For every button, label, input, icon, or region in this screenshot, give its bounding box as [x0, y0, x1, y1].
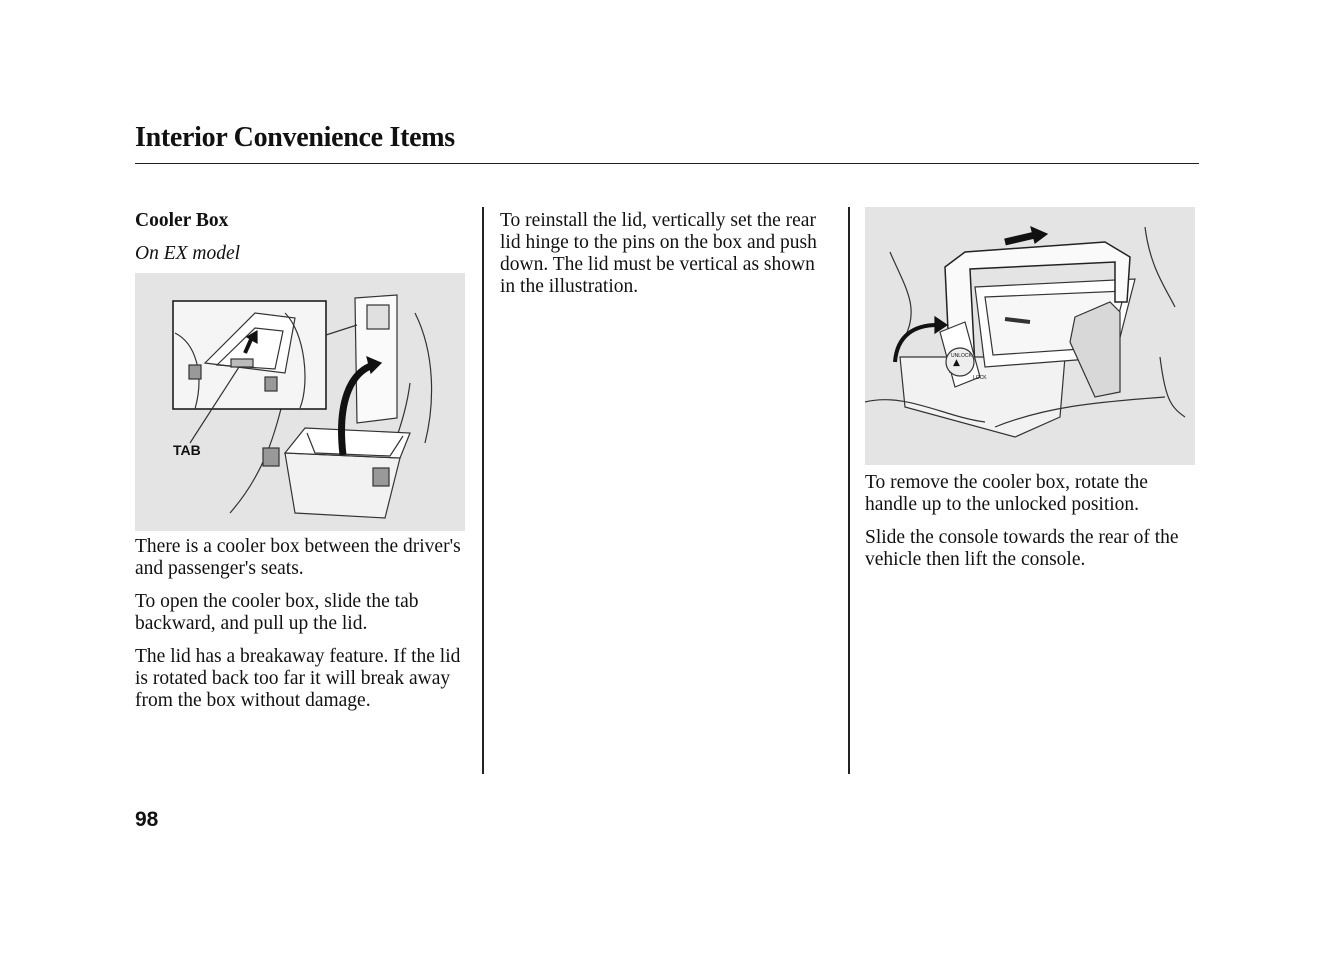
column-divider [848, 207, 850, 774]
paragraph: There is a cooler box between the driver's and passenger's seats. [135, 536, 461, 579]
paragraph: To remove the cooler box, rotate the handle up to the unlocked position. [865, 472, 1148, 515]
lock-icon: ▲ [953, 358, 960, 368]
middle-column [500, 210, 830, 309]
page-number: 98 [135, 808, 159, 831]
tab-callout-label: TAB [173, 442, 201, 458]
page-title: Interior Convenience Items [135, 122, 455, 153]
cooler-box-removal-illustration [865, 207, 1195, 465]
paragraph: To open the cooler box, slide the tab backward, and pull up the lid. [135, 591, 419, 634]
section-title: Cooler Box [135, 210, 229, 231]
section-subtitle: On EX model [135, 243, 241, 264]
title-divider [135, 163, 1199, 164]
right-column [865, 207, 1195, 582]
cooler-box-open-illustration [135, 273, 465, 531]
unlock-label: UNLOCK [951, 353, 972, 359]
paragraph: The lid has a breakaway feature. If the lid is rotated back too far it will break away from the box without damage. [135, 646, 461, 711]
paragraph: To reinstall the lid, vertically set the rear lid hinge to the pins on the box and push down. The lid must be vertical as shown in the illustration. [500, 210, 817, 297]
left-column [135, 210, 465, 723]
paragraph: Slide the console towards the rear of the vehicle then lift the console. [865, 527, 1179, 570]
column-divider [482, 207, 484, 774]
lock-label: LOCK [973, 375, 987, 381]
